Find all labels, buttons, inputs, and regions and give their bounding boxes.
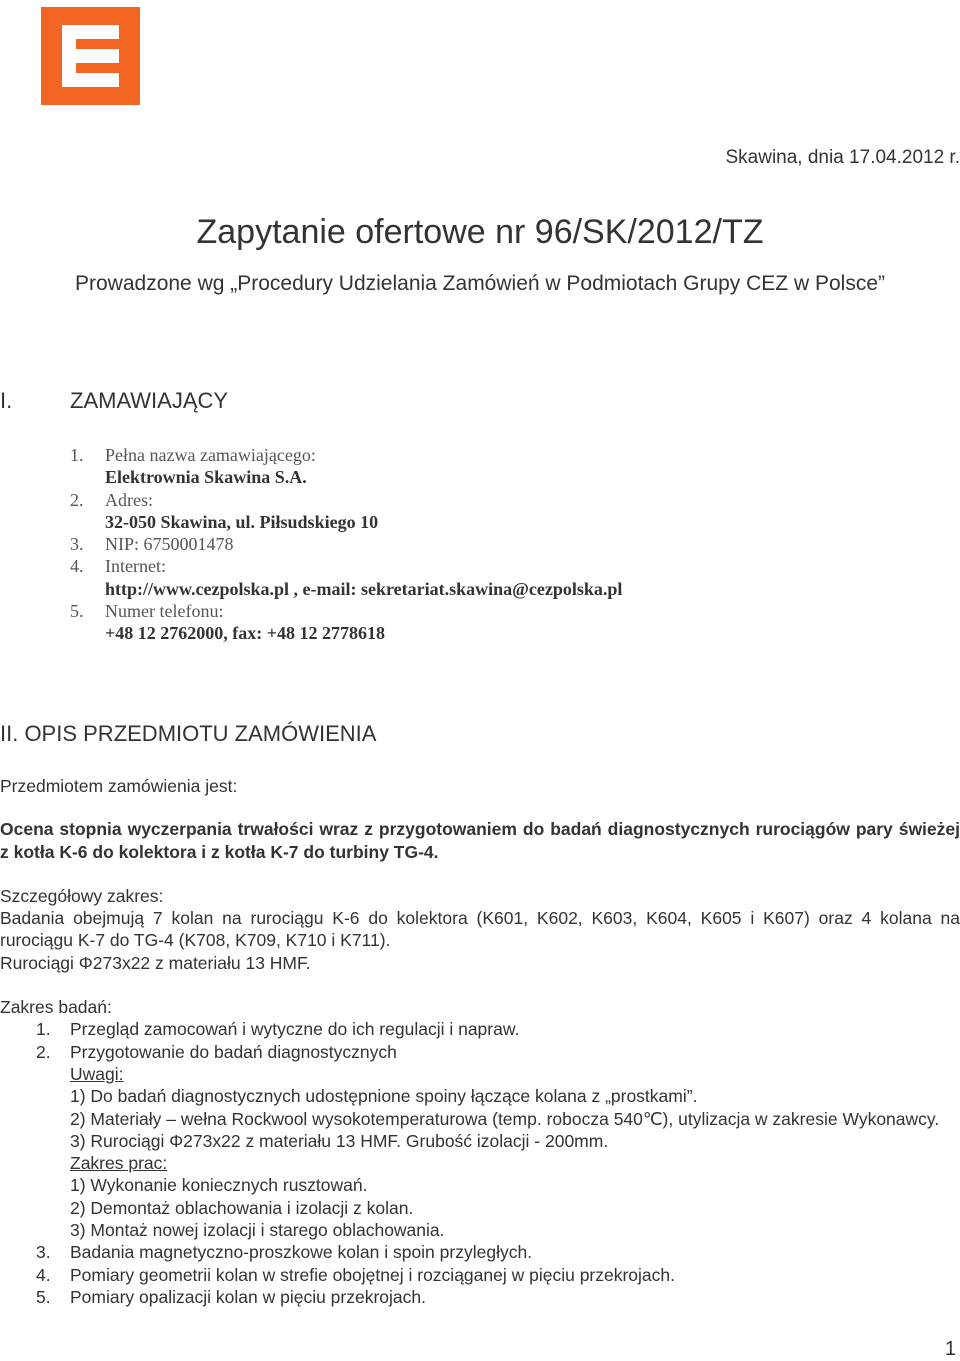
note-item: 2) Materiały – wełna Rockwool wysokotemperaturowa (temp. robocza 540℃), utylizacja w zakresie Wykonawcy.	[70, 1108, 940, 1129]
list-item: 4. Internet:	[70, 556, 166, 577]
order-description	[0, 775, 960, 1308]
list-item: 3. NIP: 6750001478	[70, 534, 234, 555]
list-item: 4. Pomiary geometrii kolan w strefie obojętnej i rozciąganej w pięciu przekrojach.	[36, 1264, 676, 1285]
orderer-address: 32-050 Skawina, ul. Piłsudskiego 10	[105, 511, 379, 532]
section-1-heading	[0, 388, 228, 414]
detail-scope-text: Badania obejmują 7 kolan na rurociągu K-6 do kolektora (K601, K602, K603, K604, K605 i K607) oraz 4 kolana na rurociągu K-7 do TG-4 (K708, K709, K710 i K711).	[0, 908, 960, 951]
test-scope-heading: Zakres badań:	[0, 997, 112, 1018]
list-item: 1. Przegląd zamocowań i wytyczne do ich regulacji i napraw.	[36, 1019, 520, 1040]
work-item: 2) Demontaż oblachowania i izolacji z kolan.	[70, 1197, 414, 1218]
page-number: 1	[944, 1338, 956, 1360]
section-1-title: ZAMAWIAJĄCY	[70, 388, 229, 413]
orderer-details-list	[70, 444, 622, 645]
list-item: 2. Przygotowanie do badań diagnostycznych	[36, 1041, 397, 1062]
section-2-heading: II. OPIS PRZEDMIOTU ZAMÓWIENIA	[0, 721, 377, 746]
list-item: 5. Pomiary opalizacji kolan w pięciu przekrojach.	[36, 1286, 426, 1307]
note-item: 1) Do badań diagnostycznych udostępnione spoiny łączące kolana z „prostkami”.	[70, 1086, 698, 1107]
note-item: 3) Rurociągi Φ273x22 z materiału 13 HMF. Grubość izolacji - 200mm.	[70, 1130, 609, 1151]
orderer-phone-fax: +48 12 2762000, fax: +48 12 2778618	[105, 623, 386, 644]
list-item: 3. Badania magnetyczno-proszkowe kolan i spoin przyległych.	[36, 1242, 533, 1263]
list-item: 2. Adres:	[70, 489, 153, 510]
section-1-number: I.	[0, 388, 13, 413]
detail-material: Rurociągi Φ273x22 z materiału 13 HMF.	[0, 952, 311, 973]
cez-logo	[41, 7, 140, 105]
subject-intro: Przedmiotem zamówienia jest:	[0, 776, 238, 796]
document-title: Zapytanie ofertowe nr 96/SK/2012/TZ	[196, 213, 764, 251]
order-subject: Ocena stopnia wyczerpania trwałości wraz z przygotowaniem do badań diagnostycznych rurociągów pary świeżej z kotła K-6 do kolektora i z kotła K-7 do turbiny TG-4.	[0, 819, 960, 862]
document-subtitle: Prowadzone wg „Procedury Udzielania Zamówień w Podmiotach Grupy CEZ w Polsce”	[75, 272, 885, 295]
notes-heading: Uwagi:	[70, 1063, 124, 1084]
list-item: 5. Numer telefonu:	[70, 601, 224, 622]
list-item: 1. Pełna nazwa zamawiającego:	[70, 445, 316, 465]
orderer-web-email: http://www.cezpolska.pl , e-mail: sekretariat.skawina@cezpolska.pl	[105, 578, 623, 599]
detail-scope-heading: Szczegółowy zakres:	[0, 885, 164, 906]
work-item: 1) Wykonanie koniecznych rusztowań.	[70, 1175, 368, 1196]
work-item: 3) Montaż nowej izolacji i starego oblachowania.	[70, 1220, 445, 1241]
orderer-nip: NIP: 6750001478	[105, 534, 234, 555]
orderer-name: Elektrownia Skawina S.A.	[105, 467, 307, 488]
works-heading: Zakres prac:	[70, 1153, 168, 1174]
document-date: Skawina, dnia 17.04.2012 r.	[725, 147, 960, 168]
